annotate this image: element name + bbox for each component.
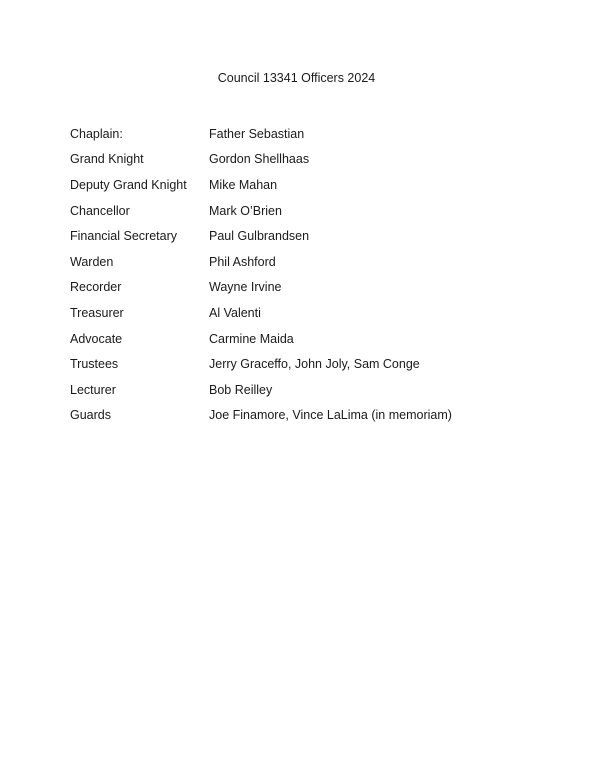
officer-row-trustees bbox=[70, 351, 550, 377]
officer-row-chaplain bbox=[70, 121, 550, 147]
officer-name: Gordon Shellhaas bbox=[209, 152, 310, 167]
officer-name: Wayne Irvine bbox=[209, 280, 282, 295]
officer-row-warden bbox=[70, 249, 550, 275]
officer-row-advocate bbox=[70, 326, 550, 352]
officers-list bbox=[70, 121, 550, 428]
officer-row-chancellor bbox=[70, 198, 550, 224]
officer-row-recorder bbox=[70, 275, 550, 301]
officer-row-treasurer bbox=[70, 300, 550, 326]
officer-row-guards bbox=[70, 403, 550, 429]
officer-role: Recorder bbox=[70, 280, 122, 295]
officer-role: Financial Secretary bbox=[70, 229, 177, 244]
officer-role: Treasurer bbox=[70, 305, 124, 320]
officer-name: Paul Gulbrandsen bbox=[209, 229, 310, 244]
officer-role: Advocate bbox=[70, 331, 123, 346]
page-title: Council 13341 Officers 2024 bbox=[217, 71, 376, 85]
officer-role: Lecturer bbox=[70, 382, 116, 397]
officer-name: Mike Mahan bbox=[209, 177, 278, 192]
officer-name: Mark O’Brien bbox=[209, 203, 282, 218]
officer-name: Joe Finamore, Vince LaLima (in memoriam) bbox=[209, 408, 452, 423]
officer-role: Warden bbox=[70, 254, 114, 269]
officer-name: Carmine Maida bbox=[209, 331, 294, 346]
officer-role: Deputy Grand Knight bbox=[70, 177, 187, 192]
officer-row-lecturer bbox=[70, 377, 550, 403]
officer-role: Trustees bbox=[70, 357, 119, 372]
officer-role: Chaplain: bbox=[70, 126, 123, 141]
officer-name: Father Sebastian bbox=[209, 126, 305, 141]
officer-role: Guards bbox=[70, 408, 111, 423]
officer-name: Phil Ashford bbox=[209, 254, 276, 269]
officer-role: Chancellor bbox=[70, 203, 130, 218]
officer-row-grand-knight bbox=[70, 147, 550, 173]
officer-row-financial-secretary bbox=[70, 223, 550, 249]
officer-name: Bob Reilley bbox=[209, 382, 273, 397]
officer-name: Al Valenti bbox=[209, 305, 261, 320]
officer-name: Jerry Graceffo, John Joly, Sam Conge bbox=[209, 357, 420, 372]
officer-row-deputy-grand-knight bbox=[70, 172, 550, 198]
officer-role: Grand Knight bbox=[70, 152, 144, 167]
